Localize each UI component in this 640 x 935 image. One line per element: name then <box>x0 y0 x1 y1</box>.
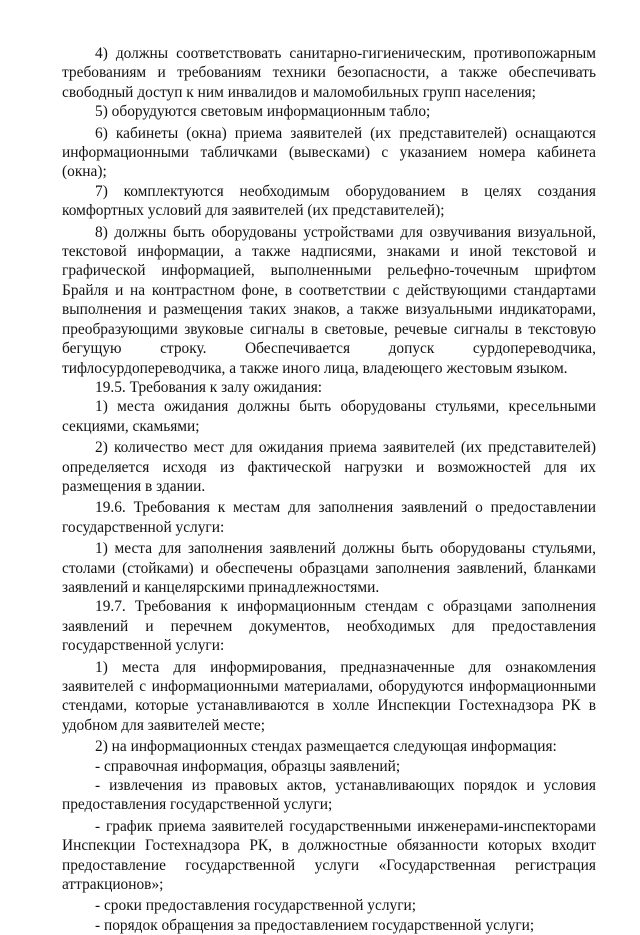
paragraph-item-4: 4) должны соответствовать санитарно-гигиеническим, противопожарным требованиям и требованиям техники безопасности, а также обеспечивать свободный доступ к ним инвалидов и маломобильных групп населения; <box>62 45 596 101</box>
section-heading-19-7: 19.7. Требования к информационным стендам с образцами заполнения заявлений и перечнем документов, необходимых для предоставления государственной услуги: <box>62 598 596 655</box>
paragraph-item-6: 6) кабинеты (окна) приема заявителей (их представителей) оснащаются информационными табличками (вывесками) с указанием номера кабинета (окна); <box>62 124 596 181</box>
list-item-deadlines: - сроки предоставления государственной услуги; <box>95 897 417 915</box>
paragraph-stands-2: 2) на информационных стендах размещается следующая информация: <box>95 738 557 756</box>
paragraph-forms-1: 1) места для заполнения заявлений должны быть оборудованы стульями, столами (стойками) и обеспечены образцами заполнения заявлений, бланками заявлений и канцелярскими принадлежностями. <box>62 540 596 596</box>
section-heading-19-6: 19.6. Требования к местам для заполнения заявлений о предоставлении государственной услуги: <box>62 499 596 536</box>
list-item-legal-extracts: - извлечения из правовых актов, устанавливающих порядок и условия предоставления государственной услуги; <box>62 777 596 814</box>
paragraph-waiting-2: 2) количество мест для ожидания приема заявителей (их представителей) определяется исходя из фактической нагрузки и возможностей для их размещения в здании. <box>62 439 596 495</box>
document-page <box>62 44 596 935</box>
list-item-reference-info: - справочная информация, образцы заявлений; <box>95 757 401 775</box>
list-item-procedure: - порядок обращения за предоставлением государственной услуги; <box>95 916 535 934</box>
paragraph-stands-1: 1) места для информирования, предназначенные для ознакомления заявителей с информационными материалами, оборудуются информационными стендами, которые устанавливаются в холле Инспекции Гостехнадзора РК в удобном для заявителей месте; <box>62 658 596 734</box>
paragraph-item-8: 8) должны быть оборудованы устройствами для озвучивания визуальной, текстовой информации, а также надписями, знаками и иной текстовой и графической информацией, выполненными рельефно-точечным шрифтом Брайля и на контрастном фоне, в соответствии с действующими стандартами выполнения и размещения таких знаков, а также визуальными индикаторами, преобразующими звуковые сигналы в световые, речевые сигналы в текстовую бегущую строку. Обеспечивается допуск сурдопереводчика, тифлосурдопереводчика, а также иного лица, владеющего жестовым языком. <box>62 223 596 377</box>
paragraph-item-5: 5) оборудуются световым информационным табло; <box>95 103 431 121</box>
paragraph-waiting-1: 1) места ожидания должны быть оборудованы стульями, кресельными секциями, скамьями; <box>62 398 596 435</box>
list-item-schedule: - график приема заявителей государственными инженерами-инспекторами Инспекции Гостехнадзора РК, в должностные обязанности которых входит предоставление государственной услуги «Государственная регистрация аттракционов»; <box>62 817 596 894</box>
paragraph-item-7: 7) комплектуются необходимым оборудованием в целях создания комфортных условий для заявителей (их представителей); <box>62 182 596 220</box>
section-heading-19-5: 19.5. Требования к залу ожидания: <box>95 378 323 396</box>
